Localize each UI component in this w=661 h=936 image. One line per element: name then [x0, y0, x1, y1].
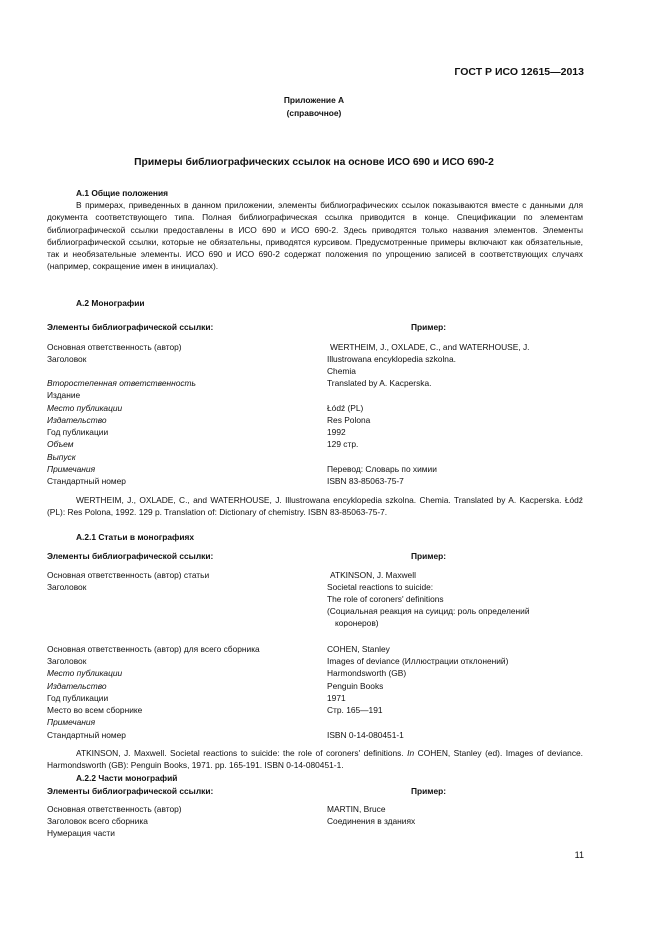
- a22-label-author: Основная ответственность (автор): [47, 804, 182, 814]
- a22-col-example: Пример:: [411, 786, 447, 796]
- a2-citation-text: WERTHEIM, J., OXLADE, C., and WATERHOUSE, J. Illustrowana encyklopedia szkolna. Chemia. Translated by A. Kacperska. Łódź (PL): Res Polona, 1992. 129 p. Translation of: Dictionary of chemistry. ISBN 83-85063-75-7.: [47, 495, 583, 518]
- a21-value-author: ATKINSON, J. Maxwell: [330, 570, 416, 580]
- section-a1-heading: А.1 Общие положения: [76, 188, 169, 198]
- a2-label-year: Год публикации: [47, 427, 109, 437]
- a21-label-year: Год публикации: [47, 693, 109, 703]
- a2-value-title: Illustrowana encyklopedia szkolna.: [327, 354, 456, 364]
- a22-col-elements: Элементы библиографической ссылки:: [47, 786, 214, 796]
- a21-label-location: Место во всем сборнике: [47, 705, 143, 715]
- a2-value-year: 1992: [327, 427, 346, 437]
- a21-citation-part2: COHEN, Stanley (ed). Images of deviance. Harmondsworth (GB): Penguin Books, 1971. pp. 165-191. ISBN 0-14-080451-1.: [47, 748, 583, 771]
- document-header: ГОСТ Р ИСО 12615—2013: [454, 66, 584, 78]
- a2-label-issue: Выпуск: [47, 452, 76, 462]
- a21-label-place: Место публикации: [47, 668, 123, 678]
- a21-value-place: Harmondsworth (GB): [327, 668, 407, 678]
- appendix-subtitle: (справочное): [286, 108, 342, 118]
- a21-label-isbn: Стандартный номер: [47, 730, 126, 740]
- a2-value-notes: Перевод: Словарь по химии: [327, 464, 437, 474]
- a2-value-extent: 129 стр.: [327, 439, 359, 449]
- a21-label-editor: Основная ответственность (автор) для всего сборника: [47, 644, 260, 654]
- a21-col-example: Пример:: [411, 551, 447, 561]
- a2-label-title: Заголовок: [47, 354, 87, 364]
- a22-value-author: MARTIN, Bruce: [327, 804, 386, 814]
- section-a1-paragraph: [47, 199, 583, 273]
- a2-value-isbn: ISBN 83-85063-75-7: [327, 476, 404, 486]
- a21-value-location: Стр. 165—191: [327, 705, 383, 715]
- a2-label-isbn: Стандартный номер: [47, 476, 126, 486]
- section-a21-heading: А.2.1 Статьи в монографиях: [76, 532, 195, 542]
- a21-value-coll-title: Images of deviance (Иллюстрации отклонений): [327, 656, 509, 666]
- a2-label-extent: Объем: [47, 439, 74, 449]
- a21-value-title-4: коронеров): [335, 618, 379, 628]
- a2-label-place: Место публикации: [47, 403, 123, 413]
- a21-value-title: Societal reactions to suicide:: [327, 582, 434, 592]
- a2-col-elements: Элементы библиографической ссылки:: [47, 322, 214, 332]
- a22-label-part-number: Нумерация части: [47, 828, 115, 838]
- a21-value-title-2: The role of coroners' definitions: [327, 594, 444, 604]
- a21-label-publisher: Издательство: [47, 681, 107, 691]
- a2-value-publisher: Res Polona: [327, 415, 371, 425]
- a21-value-year: 1971: [327, 693, 346, 703]
- section-a22-heading: А.2.2 Части монографий: [76, 773, 178, 783]
- section-a2-heading: А.2 Монографии: [76, 298, 145, 308]
- a21-label-title: Заголовок: [47, 582, 87, 592]
- a2-value-secondary: Translated by A. Kacperska.: [327, 378, 432, 388]
- main-title: Примеры библиографических ссылок на основе ИСО 690 и ИСО 690-2: [134, 157, 494, 168]
- a2-citation: [47, 494, 583, 519]
- a22-label-coll-title: Заголовок всего сборника: [47, 816, 148, 826]
- a2-value-author: WERTHEIM, J., OXLADE, C., and WATERHOUSE, J.: [330, 342, 530, 352]
- a21-label-notes: Примечания: [47, 717, 96, 727]
- a21-col-elements: Элементы библиографической ссылки:: [47, 551, 214, 561]
- appendix-title: Приложение А: [283, 95, 345, 105]
- section-a1-text: В примерах, приведенных в данном приложении, элементы библиографических ссылок показываются вместе с данными для документа соответствующего типа. Полная библиографическая ссылка приводится в конце. Спецификации по элементам библиографической ссылки предоставлены в ИСО 690 и ИСО 690-2. Здесь приводятся только названия элементов. Элементы библиографической ссылки, которые не обязательны, приводятся курсивом. Предусмотренные примеры включают как обязательные, так и необязательные элементы. ИСО 690 и ИСО 690-2 содержат положения по упрощению записей в соответствующих случаях (например, сокращение имен в инициалах).: [47, 200, 583, 272]
- a2-col-example: Пример:: [411, 322, 447, 332]
- a22-value-coll-title: Соединения в зданиях: [327, 816, 416, 826]
- a21-value-editor: COHEN, Stanley: [327, 644, 390, 654]
- a21-citation-in: In: [407, 748, 415, 758]
- a2-label-secondary: Второстепенная ответственность: [47, 378, 196, 388]
- a2-label-edition: Издание: [47, 390, 81, 400]
- a2-label-publisher: Издательство: [47, 415, 107, 425]
- a2-value-place: Łódź (PL): [327, 403, 364, 413]
- a21-citation: [47, 747, 583, 772]
- a2-value-title-2: Chemia: [327, 366, 356, 376]
- a21-label-author: Основная ответственность (автор) статьи: [47, 570, 210, 580]
- page-number: 11: [574, 850, 584, 860]
- a21-value-isbn: ISBN 0-14-080451-1: [327, 730, 404, 740]
- a2-label-author: Основная ответственность (автор): [47, 342, 182, 352]
- a21-value-publisher: Penguin Books: [327, 681, 384, 691]
- a2-label-notes: Примечания: [47, 464, 96, 474]
- a21-citation-part1: ATKINSON, J. Maxwell. Societal reactions to suicide: the role of coroners' definitions.: [76, 748, 404, 758]
- a21-label-coll-title: Заголовок: [47, 656, 87, 666]
- a21-value-title-3: (Социальная реакция на суицид: роль определений: [327, 606, 530, 616]
